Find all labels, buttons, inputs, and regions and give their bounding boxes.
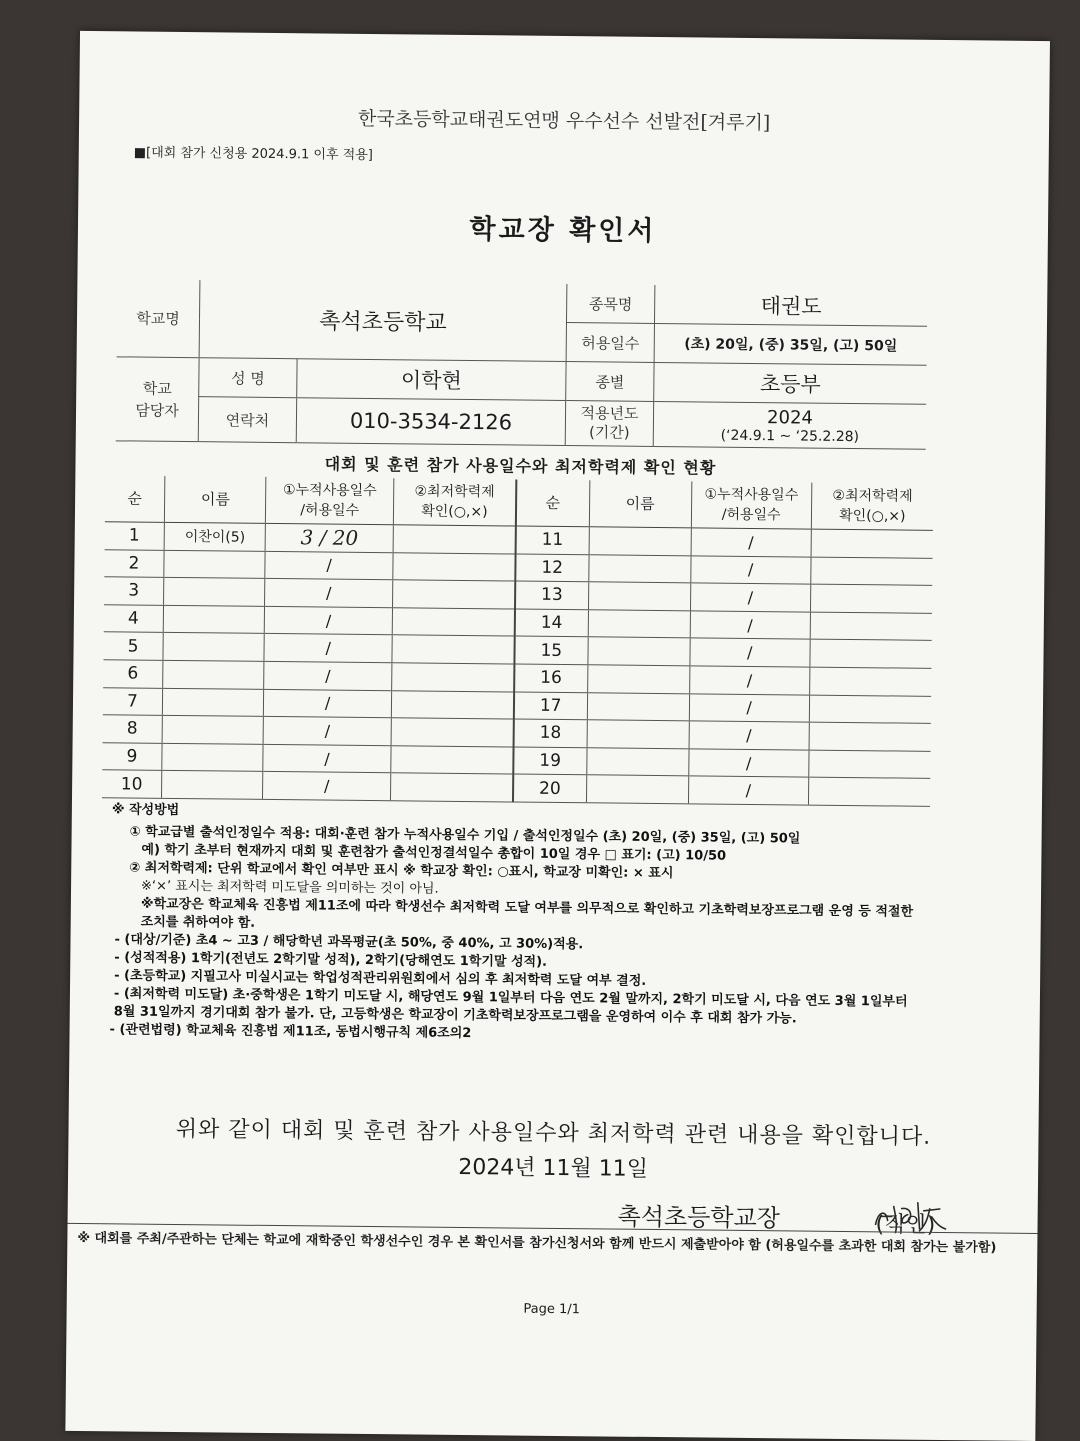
allowed-days-label: 허용일수 (566, 323, 654, 363)
row-days: / (688, 776, 808, 805)
row-days: / (690, 611, 810, 640)
table-row (104, 604, 514, 636)
row-name (587, 692, 689, 721)
instruction-line: ② 최저학력제: 단위 학교에서 확인 여부만 표시 ※ 학교장 확인: ○표시, 학교장 미확인: × 표시 (129, 860, 674, 882)
row-number: 2 (104, 549, 164, 577)
row-name (586, 748, 688, 777)
name-value: 이학현 (297, 359, 566, 401)
row-number: 8 (103, 715, 163, 743)
instruction-line: - (대상/기준) 초4 ~ 고3 / 해당학년 과목평균(초 50%, 중 40%, 고 30%)적용. (114, 932, 584, 953)
row-check (811, 529, 933, 558)
row-name (162, 715, 264, 744)
year-period: (‘24.9.1 ~ ‘25.2.28) (720, 427, 860, 445)
row-name (164, 578, 266, 607)
row-number: 9 (102, 742, 162, 770)
row-days: / (264, 717, 392, 746)
row-days: / (691, 528, 811, 557)
usage-table-right (512, 480, 933, 807)
page-number: Page 1/1 (523, 1301, 581, 1318)
row-days: / (265, 606, 393, 635)
row-check (391, 690, 513, 719)
row-number: 7 (103, 687, 163, 715)
table-row (514, 664, 931, 696)
year-label: 적용년도 (기간) (565, 401, 653, 447)
row-check (809, 695, 931, 724)
footer-note-text: ※ 대회를 주최/주관하는 단체는 학교에 재학중인 학생선수인 경우 본 확인서를 참가신청서와 함께 반드시 제출받아야 함 (허용일수를 초과한 대회 참가는 불가함) (77, 1230, 997, 1256)
row-number: 19 (513, 747, 586, 775)
row-name (589, 527, 691, 556)
row-days: 3 / 20 (266, 523, 394, 552)
table-row (104, 549, 514, 581)
year-value: 2024 (767, 406, 814, 429)
row-name (587, 637, 689, 666)
row-name (163, 605, 265, 634)
row-check (391, 745, 513, 774)
staff-label: 학교 담당자 (116, 357, 199, 442)
row-name (587, 720, 689, 749)
row-number: 3 (104, 577, 164, 605)
row-number: 4 (104, 604, 164, 632)
row-name (588, 554, 690, 583)
row-number: 1 (105, 522, 165, 550)
row-days: / (264, 689, 392, 718)
table-row (513, 774, 930, 806)
row-days: / (689, 721, 809, 750)
table-row (105, 522, 515, 554)
instruction-line: ※‘×’ 표시는 최저학력 미도달을 의미하는 것이 아님. (140, 878, 439, 897)
row-check (392, 635, 514, 664)
instruction-line: - (최저학력 미도달) 초·중학생은 1학기 미도달 시, 해당연도 9월 1일부터 다음 연도 2월 말까지, 2학기 미도달 시, 다음 연도 3월 1일부터 8월 31일까지 경기대회 참가 불가. 단, 고등학생은 학교장이 기초학력보장프로그램을 운영하여 이수 후 대회 참가 가능. (113, 986, 908, 1027)
row-days: / (265, 551, 393, 580)
allowed-days-value: (초) 20일, (중) 35일, (고) 50일 (654, 323, 927, 365)
table-heading: 대회 및 훈련 참가 사용일수와 최저학력제 확인 현황 (324, 454, 717, 478)
col-no: 순 (105, 475, 165, 522)
row-check (393, 525, 515, 554)
row-number: 14 (515, 609, 588, 637)
row-name: 이찬이(5) (164, 522, 266, 551)
row-name (163, 633, 265, 662)
row-days: / (264, 661, 392, 690)
document-title: 학교장 확인서 (469, 214, 657, 247)
col-name: 이름 (589, 480, 692, 528)
row-number: 12 (515, 554, 588, 582)
table-row (103, 687, 513, 719)
row-number: 20 (513, 774, 586, 802)
row-name (588, 582, 690, 611)
row-name (162, 688, 264, 717)
col-days: ①누적사용일수 /허용일수 (691, 481, 811, 529)
row-check (808, 777, 930, 806)
row-number: 11 (516, 526, 589, 554)
table-row (103, 632, 513, 664)
school-value: 촉석초등학교 (199, 280, 567, 361)
col-days: ①누적사용일수 /허용일수 (266, 477, 394, 525)
row-days: / (688, 749, 808, 778)
row-check (810, 584, 932, 613)
col-no: 순 (516, 480, 589, 527)
instruction-line: ① 학교급별 출석인정일수 적용: 대회·훈련 참가 누적사용일수 기입 / 출석인정일수 (초) 20일, (중) 35일, (고) 50일 (129, 824, 801, 847)
instructions (109, 801, 921, 1047)
row-name (163, 660, 265, 689)
table-row (103, 660, 513, 692)
confirmation-text: 위와 같이 대회 및 훈련 참가 사용일수와 최저학력 관련 내용을 확인합니다. (175, 1116, 932, 1150)
row-check (391, 663, 513, 692)
usage-table-left (102, 475, 515, 802)
row-check (809, 722, 931, 751)
table-row (103, 715, 513, 747)
row-number: 17 (514, 692, 587, 720)
row-check (390, 773, 512, 802)
row-days: / (690, 638, 810, 667)
instruction-line: 예) 학기 초부터 현재까지 대회 및 훈련참가 출석인정결석일수 총합이 10일 경우 □ 표기: (고) 10/50 (141, 842, 727, 864)
contact-label: 연락처 (198, 397, 296, 443)
row-check (393, 552, 515, 581)
row-check (810, 639, 932, 668)
table-row (104, 577, 514, 609)
row-check (392, 580, 514, 609)
application-notice: ■[대회 참가 신청용 2024.9.1 이후 적용] (133, 145, 373, 163)
col-check: ②최저학력제 확인(○,×) (393, 478, 515, 526)
seal-label: (직인) (875, 1212, 936, 1238)
row-check (392, 608, 514, 637)
instructions-heading: ※ 작성방법 (111, 802, 180, 819)
school-info-table (116, 279, 928, 449)
table-row (514, 636, 931, 668)
table-row (515, 554, 932, 586)
row-days: / (690, 583, 810, 612)
contact-value: 010-3534-2126 (296, 398, 565, 446)
row-name (588, 610, 690, 639)
row-name (587, 665, 689, 694)
row-check (810, 612, 932, 641)
instruction-line: ※학교장은 학교체육 진흥법 제11조에 따라 학생선수 최저학력 도달 여부를 의무적으로 확인하고 기초학력보장프로그램 운영 등 적절한 조치를 취하여야 함. (140, 896, 914, 931)
row-days: / (263, 772, 391, 801)
row-number: 10 (102, 770, 162, 798)
row-number: 15 (514, 636, 587, 664)
division-value: 초등부 (654, 362, 927, 404)
row-days: / (263, 744, 391, 773)
confirmation-date: 2024년 11월 11일 (458, 1154, 649, 1182)
name-label: 성 명 (199, 358, 297, 398)
table-row (514, 719, 931, 751)
row-check (809, 667, 931, 696)
signer-name: 촉석초등학교장 (617, 1202, 781, 1233)
row-name (162, 743, 264, 772)
col-check: ②최저학력제 확인(○,×) (811, 483, 933, 531)
document-page (65, 31, 1050, 1441)
organization-title: 한국초등학교태권도연맹 우수선수 선발전[겨루기] (357, 107, 771, 135)
row-days: / (265, 579, 393, 608)
table-row (513, 747, 930, 779)
row-name (586, 775, 688, 804)
instruction-line: - (성적적용) 1학기(전년도 2학기말 성적), 2학기(당해연도 1학기말 성적). (114, 950, 548, 970)
table-row (102, 742, 512, 774)
row-number: 5 (103, 632, 163, 660)
row-days: / (689, 693, 809, 722)
table-row (514, 692, 931, 724)
row-number: 6 (103, 660, 163, 688)
row-number: 16 (514, 664, 587, 692)
instruction-line: - (초등학교) 지필고사 미실시교는 학업성적관리위원회에서 심의 후 최저학력 도달 여부 결정. (114, 968, 647, 989)
row-days: / (690, 555, 810, 584)
instruction-line: - (관련법령) 학교체육 진흥법 제11조, 동법시행규칙 제6조의2 (109, 1022, 472, 1042)
table-row (515, 609, 932, 641)
school-label: 학교명 (117, 279, 200, 357)
table-row (102, 770, 512, 802)
division-label: 종별 (566, 362, 654, 402)
row-days: / (689, 666, 809, 695)
event-label: 종목명 (566, 284, 654, 323)
row-number: 18 (514, 719, 587, 747)
event-value: 태권도 (654, 285, 927, 326)
row-days: / (264, 634, 392, 663)
table-row (516, 526, 933, 558)
col-name: 이름 (164, 476, 266, 524)
row-check (808, 750, 930, 779)
row-number: 13 (515, 581, 588, 609)
row-check (810, 557, 932, 586)
row-name (162, 771, 264, 800)
row-check (391, 718, 513, 747)
year-cell (653, 401, 926, 449)
table-row (515, 581, 932, 613)
row-name (164, 550, 266, 579)
